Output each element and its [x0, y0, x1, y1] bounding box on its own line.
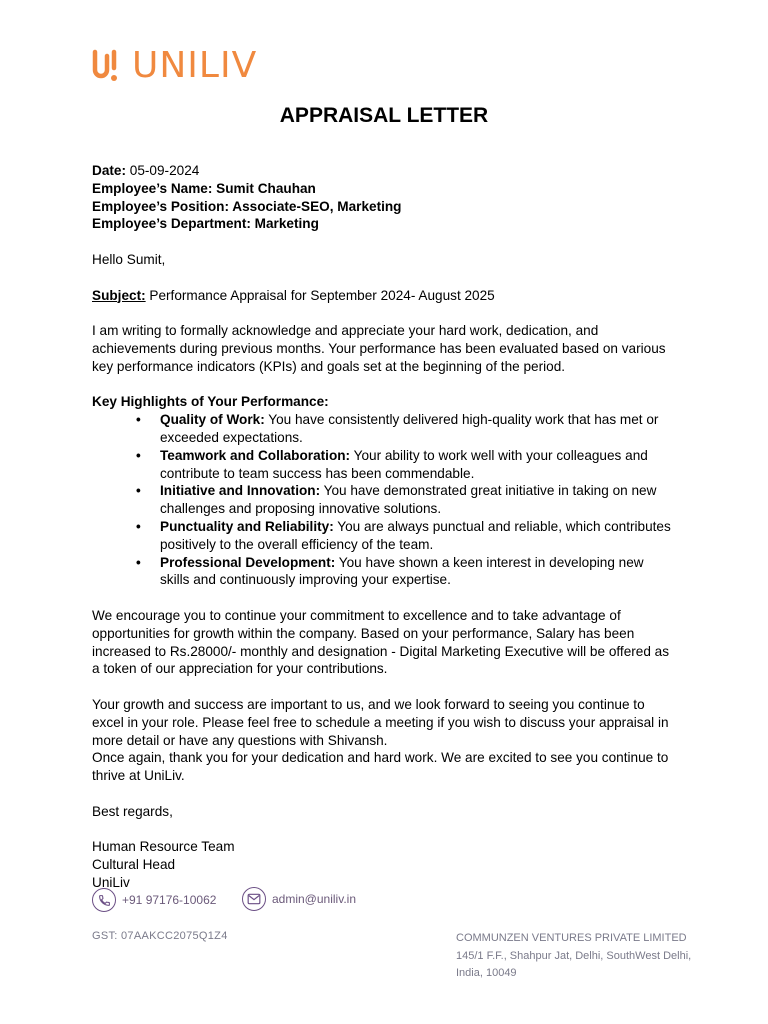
letter-body [92, 162, 672, 892]
phone-contact[interactable] [92, 888, 216, 912]
signature-line: Human Resource Team [92, 839, 235, 855]
company-name: COMMUNZEN VENTURES PRIVATE LIMITED [456, 932, 687, 944]
employee-position-line: Employee’s Position: Associate-SEO, Marketing [92, 198, 402, 214]
list-item: • Quality of Work: You have consistently delivered high-quality work that has met or exceeded expectations. [136, 411, 672, 447]
date-line: Date: 05-09-2024 [92, 163, 200, 178]
email-contact[interactable] [242, 887, 356, 911]
brand-logo [90, 46, 257, 86]
phone-icon [92, 888, 116, 912]
email-address: admin@uniliv.in [272, 892, 356, 906]
gst-number: GST: 07AAKCC2075Q1Z4 [92, 930, 228, 942]
salary-paragraph: We encourage you to continue your commitment to excellence and to take advantage of opportunities for growth within the company. Based on your performance, Salary has been increased to Rs.28000/- monthly and designation - Digital Marketing Executive will be offered as a token of our appreciation for your contributions. [92, 607, 670, 677]
signature-line: Cultural Head [92, 857, 176, 873]
company-address-line: India, 10049 [456, 967, 517, 979]
intro-paragraph: I am writing to formally acknowledge and appreciate your hard work, dedication, and achievements during previous months. Your performance has been evaluated based on various key performance indicators (KPIs) and goals set at the beginning of the period. [92, 323, 666, 374]
subject-line: Subject: Performance Appraisal for September 2024- August 2025 [92, 287, 495, 303]
signature-line: UniLiv [92, 874, 130, 890]
greeting: Hello Sumit, [92, 251, 166, 267]
closing: Best regards, [92, 803, 173, 819]
highlights-heading: Key Highlights of Your Performance: [92, 394, 329, 410]
brand-name: UNILIV [132, 45, 258, 86]
company-footer [456, 930, 716, 982]
uniliv-logo-icon [90, 46, 124, 86]
phone-number: +91 97176-10062 [122, 893, 217, 907]
growth-paragraph: Your growth and success are important to us, and we look forward to seeing you continue to excel in your role. Please feel free to schedule a meeting if you wish to discuss your appraisal in more detail or have any questions with Shivansh. [92, 696, 669, 748]
mail-icon [242, 887, 266, 911]
thanks-paragraph: Once again, thank you for your dedication and hard work. We are excited to see you continue to thrive at UniLiv. [92, 750, 669, 784]
company-address-line: 145/1 F.F., Shahpur Jat, Delhi, SouthWest Delhi, [456, 950, 692, 962]
list-item: • Initiative and Innovation: You have demonstrated great initiative in taking on new challenges and proposing innovative solutions. [136, 482, 672, 518]
employee-department-line: Employee’s Department: Marketing [92, 216, 319, 232]
employee-name-line: Employee’s Name: Sumit Chauhan [92, 180, 316, 196]
list-item: • Punctuality and Reliability: You are always punctual and reliable, which contributes positively to the overall efficiency of the team. [136, 518, 672, 554]
list-item: • Professional Development: You have shown a keen interest in developing new skills and continuously improving your expertise. [136, 554, 672, 590]
letter-title: APPRAISAL LETTER [279, 104, 489, 127]
list-item: • Teamwork and Collaboration: Your ability to work well with your colleagues and contribute to team success has been commendable. [136, 447, 672, 483]
highlights-list [92, 411, 672, 589]
